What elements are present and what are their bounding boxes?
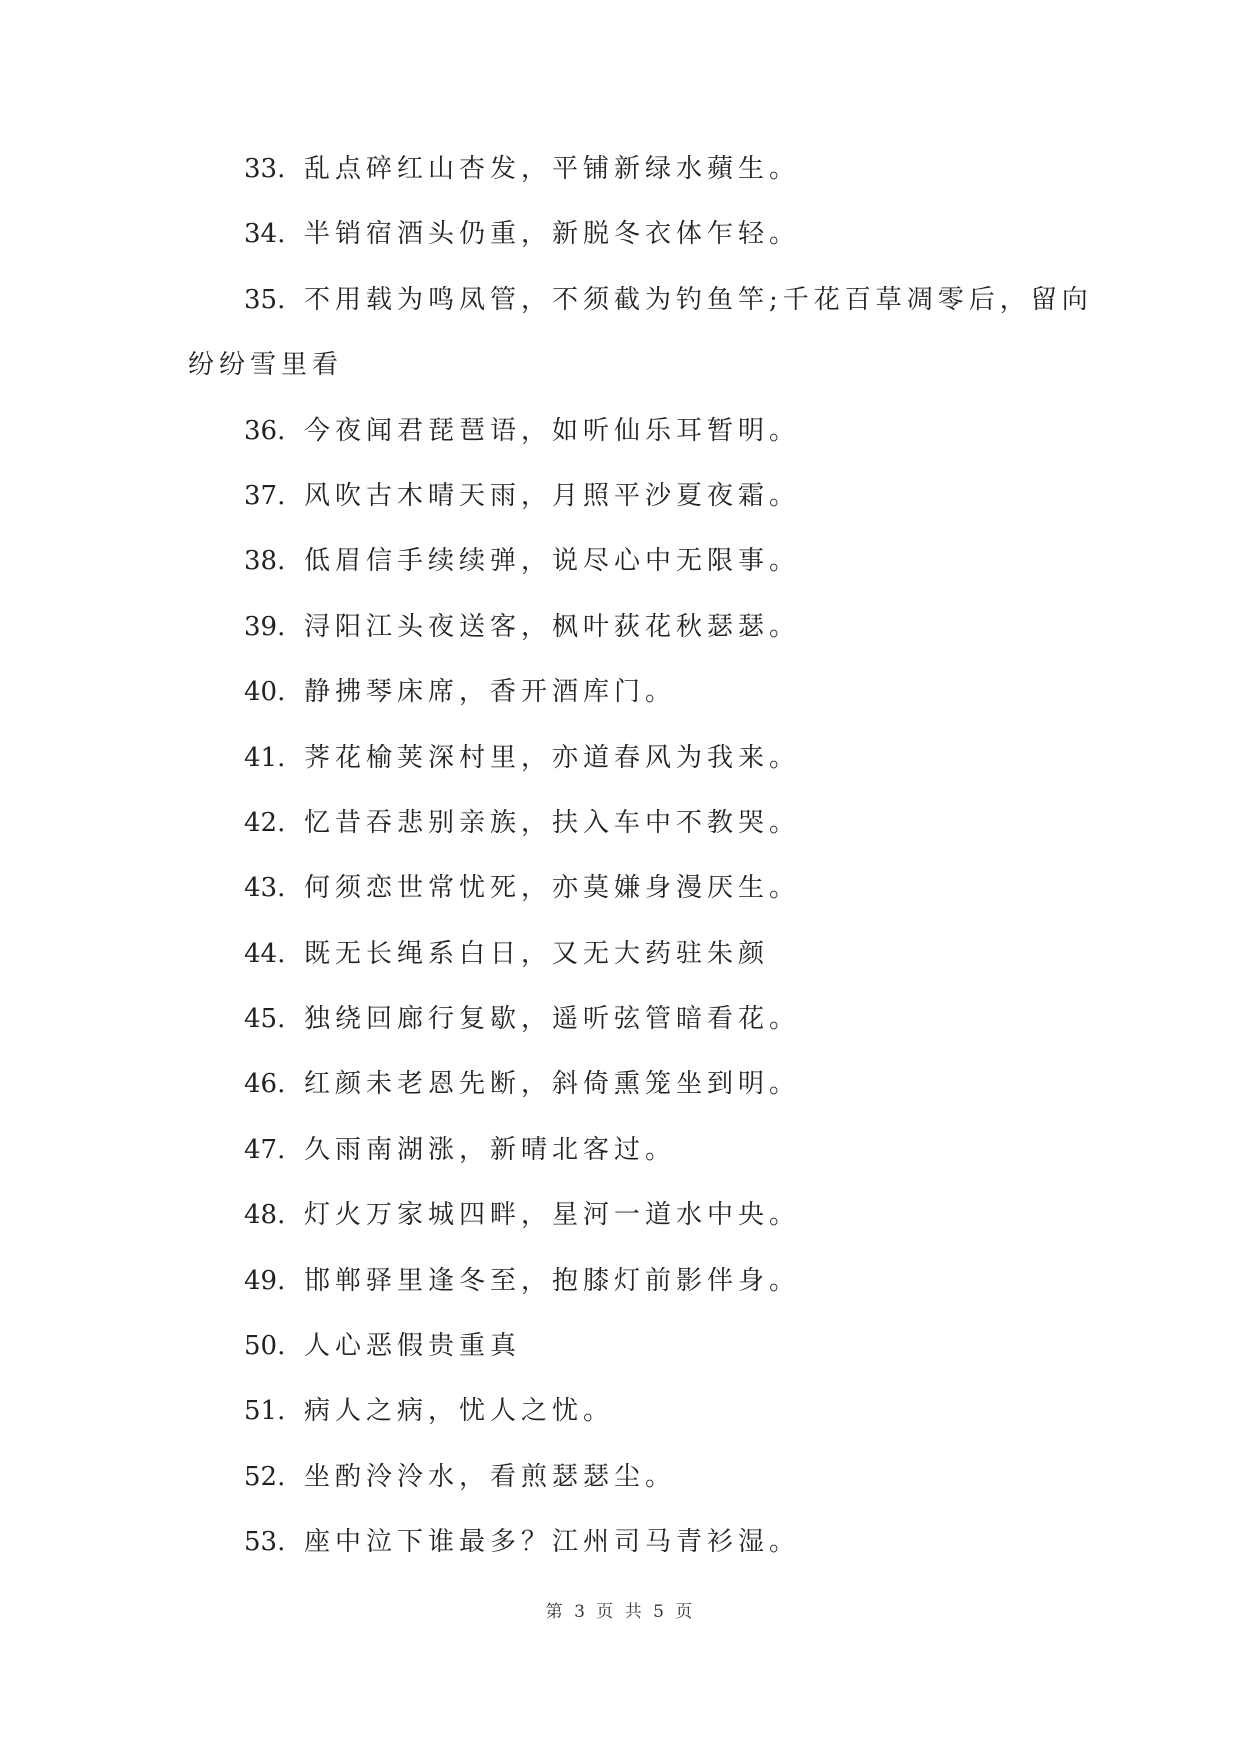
list-item	[0, 939, 1241, 1004]
list-item	[0, 612, 1241, 677]
line-text: 久雨南湖涨，新晴北客过。	[304, 1134, 677, 1165]
line-text: 纷纷雪里看	[188, 350, 344, 381]
list-item	[0, 546, 1241, 611]
list-item	[0, 743, 1241, 808]
list-item	[0, 808, 1241, 873]
list-item	[0, 154, 1241, 219]
line-text: 既无长绳系白日，又无大药驻朱颜	[304, 938, 770, 969]
line-number: 51.	[244, 1396, 286, 1427]
line-number: 40.	[244, 677, 286, 708]
list-item	[0, 1069, 1241, 1134]
line-number: 35.	[244, 284, 286, 315]
line-text: 病人之病，忧人之忧。	[304, 1396, 615, 1427]
list-item	[0, 1331, 1241, 1396]
list-item	[0, 873, 1241, 938]
line-text: 风吹古木晴天雨，月照平沙夏夜霜。	[304, 480, 801, 511]
poem-line-list	[0, 154, 1241, 1593]
page-footer: 第 3 页 共 5 页	[545, 1602, 696, 1622]
line-number: 47.	[244, 1134, 286, 1165]
line-text: 荠花榆荚深村里，亦道春风为我来。	[304, 742, 801, 773]
line-text: 忆昔吞悲别亲族，扶入车中不教哭。	[304, 807, 801, 838]
line-number: 39.	[244, 611, 286, 642]
line-text: 静拂琴床席，香开酒库门。	[304, 677, 677, 708]
line-text: 乱点碎红山杏发，平铺新绿水蘋生。	[304, 154, 801, 184]
line-number: 53.	[244, 1527, 286, 1558]
line-number: 42.	[244, 807, 286, 838]
line-text: 邯郸驿里逢冬至，抱膝灯前影伴身。	[304, 1265, 801, 1296]
line-text: 今夜闻君琵琶语，如听仙乐耳暂明。	[304, 415, 801, 446]
line-number: 34.	[244, 219, 286, 250]
line-number: 33.	[244, 154, 286, 184]
list-item	[0, 1396, 1241, 1461]
line-text: 低眉信手续续弹，说尽心中无限事。	[304, 546, 801, 577]
list-item	[0, 1135, 1241, 1200]
list-item	[0, 1004, 1241, 1069]
line-number: 44.	[244, 938, 286, 969]
line-number: 48.	[244, 1200, 286, 1231]
list-item-continuation	[0, 350, 1241, 415]
line-number: 37.	[244, 480, 286, 511]
list-item	[0, 1200, 1241, 1265]
line-number: 43.	[244, 873, 286, 904]
line-text: 浔阳江头夜送客，枫叶荻花秋瑟瑟。	[304, 611, 801, 642]
line-text: 不用载为鸣凤管，不须截为钓鱼竿;千花百草凋零后，留向	[304, 284, 1093, 315]
list-item	[0, 1266, 1241, 1331]
list-item	[0, 1527, 1241, 1592]
line-text: 红颜未老恩先断，斜倚熏笼坐到明。	[304, 1069, 801, 1100]
line-number: 52.	[244, 1461, 286, 1492]
line-number: 49.	[244, 1265, 286, 1296]
line-text: 何须恋世常忧死，亦莫嫌身漫厌生。	[304, 873, 801, 904]
line-number: 45.	[244, 1004, 286, 1035]
line-text: 坐酌泠泠水，看煎瑟瑟尘。	[304, 1461, 677, 1492]
list-item	[0, 416, 1241, 481]
list-item	[0, 219, 1241, 284]
line-number: 50.	[244, 1331, 286, 1362]
line-number: 46.	[244, 1069, 286, 1100]
line-number: 41.	[244, 742, 286, 773]
list-item	[0, 1462, 1241, 1527]
line-text: 人心恶假贵重真	[304, 1331, 522, 1362]
line-text: 独绕回廊行复歇，遥听弦管暗看花。	[304, 1004, 801, 1035]
list-item	[0, 285, 1241, 350]
list-item	[0, 481, 1241, 546]
line-text: 座中泣下谁最多？江州司马青衫湿。	[304, 1527, 801, 1558]
line-number: 38.	[244, 546, 286, 577]
list-item	[0, 677, 1241, 742]
line-text: 半销宿酒头仍重，新脱冬衣体乍轻。	[304, 219, 801, 250]
line-text: 灯火万家城四畔，星河一道水中央。	[304, 1200, 801, 1231]
line-number: 36.	[244, 415, 286, 446]
